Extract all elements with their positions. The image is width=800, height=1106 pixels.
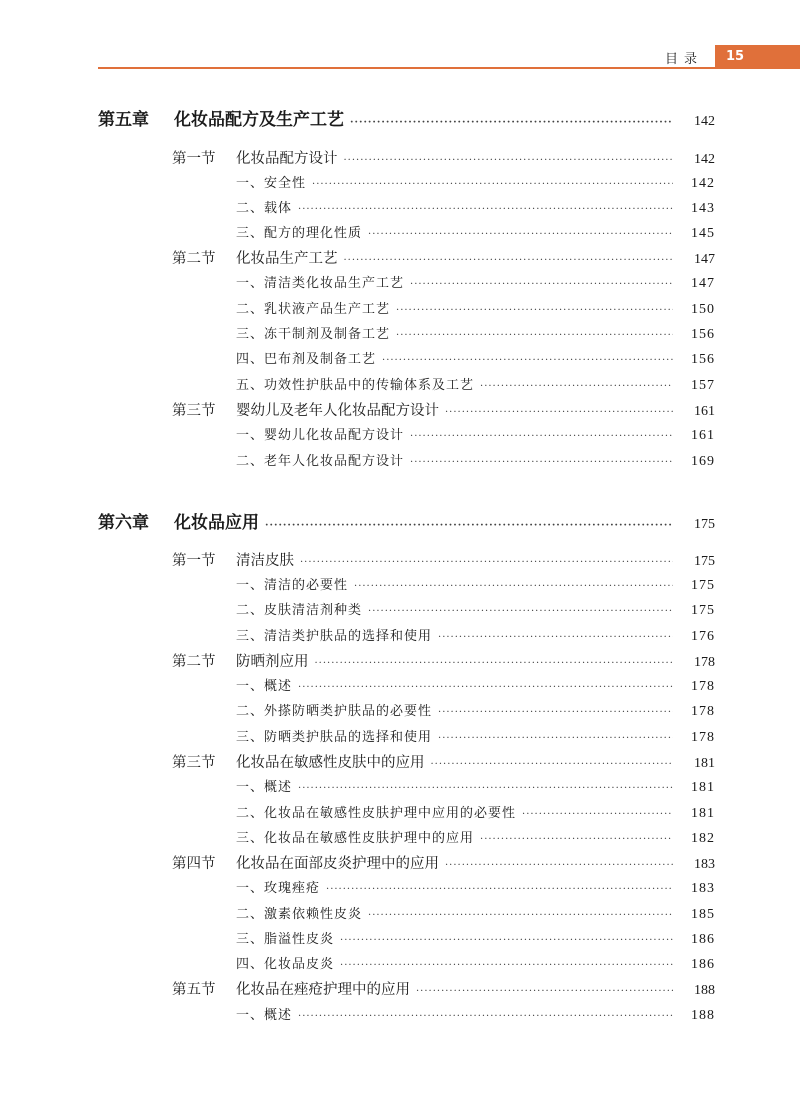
item-title: 三、冻干制剂及制备工艺 [236, 327, 391, 342]
chapter-number: 第六章 [98, 513, 149, 533]
page-ref: 175 [691, 603, 715, 618]
page-ref: 178 [691, 730, 715, 745]
leader-dots [410, 279, 673, 290]
page-ref: 182 [691, 831, 715, 846]
page-ref: 143 [691, 201, 715, 216]
leader-dots [368, 229, 673, 240]
leader-dots [410, 457, 673, 468]
leader-dots [326, 884, 673, 895]
toc-item[interactable] [236, 450, 715, 470]
page-ref: 169 [691, 454, 715, 469]
toc-item[interactable] [236, 323, 715, 343]
page-ref: 181 [694, 756, 715, 771]
page-ref: 178 [694, 655, 715, 670]
toc-section[interactable] [172, 549, 715, 570]
header-rule [98, 67, 800, 69]
page-ref: 175 [694, 517, 715, 532]
item-title: 三、化妆品在敏感性皮肤护理中的应用 [236, 831, 475, 846]
item-title: 四、巴布剂及制备工艺 [236, 352, 377, 367]
leader-dots [298, 204, 673, 215]
section-title: 化妆品在面部皮炎护理中的应用 [236, 856, 439, 872]
leader-dots [340, 960, 673, 971]
section-number: 第二节 [172, 251, 216, 267]
leader-dots [315, 658, 674, 669]
page-ref: 175 [691, 578, 715, 593]
toc-chapter-6[interactable] [98, 508, 715, 533]
section-title: 化妆品配方设计 [236, 151, 338, 167]
leader-dots [340, 935, 673, 946]
leader-dots [416, 986, 673, 997]
toc-section[interactable] [172, 852, 715, 873]
toc-section[interactable] [172, 978, 715, 999]
section-title: 清洁皮肤 [236, 553, 294, 569]
page-ref: 185 [691, 907, 715, 922]
page-ref: 142 [694, 114, 715, 129]
item-title: 五、功效性护肤品中的传输体系及工艺 [236, 378, 475, 393]
section-number: 第二节 [172, 654, 216, 670]
item-title: 四、化妆品皮炎 [236, 957, 335, 972]
leader-dots [265, 520, 673, 531]
section-number: 第五节 [172, 982, 216, 998]
item-title: 一、婴幼儿化妆品配方设计 [236, 428, 405, 443]
toc-item[interactable] [236, 903, 715, 923]
item-title: 二、化妆品在敏感性皮肤护理中应用的必要性 [236, 806, 517, 821]
toc-item[interactable] [236, 599, 715, 619]
toc-section[interactable] [172, 650, 715, 671]
page-ref: 157 [691, 378, 715, 393]
leader-dots [344, 155, 674, 166]
section-number: 第一节 [172, 553, 216, 569]
section-number: 第三节 [172, 755, 216, 771]
leader-dots [438, 707, 673, 718]
item-title: 二、外搽防晒类护肤品的必要性 [236, 704, 433, 719]
page-ref: 186 [691, 932, 715, 947]
toc-item[interactable] [236, 625, 715, 645]
leader-dots [350, 117, 673, 128]
leader-dots [298, 783, 673, 794]
section-title: 化妆品在痤疮护理中的应用 [236, 982, 410, 998]
item-title: 二、激素依赖性皮炎 [236, 907, 363, 922]
item-title: 二、乳状液产品生产工艺 [236, 302, 391, 317]
toc-item[interactable] [236, 348, 715, 368]
toc-item[interactable] [236, 953, 715, 973]
leader-dots [396, 305, 673, 316]
item-title: 一、概述 [236, 679, 293, 694]
toc-item[interactable] [236, 827, 715, 847]
item-title: 一、概述 [236, 1008, 293, 1023]
toc-item[interactable] [236, 928, 715, 948]
page-ref: 142 [691, 176, 715, 191]
leader-dots [298, 1011, 673, 1022]
page-ref: 161 [691, 428, 715, 443]
page-ref: 142 [694, 152, 715, 167]
page-ref: 178 [691, 679, 715, 694]
page-ref: 181 [691, 806, 715, 821]
leader-dots [368, 606, 673, 617]
toc-section[interactable] [172, 751, 715, 772]
leader-dots [300, 557, 673, 568]
toc-item[interactable] [236, 726, 715, 746]
chapter-title: 化妆品应用 [174, 513, 259, 533]
item-title: 一、安全性 [236, 176, 307, 191]
toc-section[interactable] [172, 247, 715, 268]
page-ref: 150 [691, 302, 715, 317]
item-title: 一、清洁类化妆品生产工艺 [236, 276, 405, 291]
page-ref: 186 [691, 957, 715, 972]
item-title: 三、防晒类护肤品的选择和使用 [236, 730, 433, 745]
leader-dots [480, 834, 673, 845]
leader-dots [344, 255, 674, 266]
toc-chapter-5[interactable] [98, 105, 715, 130]
page-ref: 178 [691, 704, 715, 719]
leader-dots [410, 431, 673, 442]
item-title: 一、清洁的必要性 [236, 578, 349, 593]
item-title: 二、老年人化妆品配方设计 [236, 454, 405, 469]
section-title: 化妆品生产工艺 [236, 251, 338, 267]
item-title: 二、载体 [236, 201, 293, 216]
leader-dots [522, 809, 673, 820]
page-ref: 188 [691, 1008, 715, 1023]
section-number: 第一节 [172, 151, 216, 167]
toc-item[interactable] [236, 700, 715, 720]
section-number: 第三节 [172, 403, 216, 419]
toc-item[interactable] [236, 197, 715, 217]
leader-dots [382, 355, 673, 366]
page-ref: 147 [691, 276, 715, 291]
item-title: 三、清洁类护肤品的选择和使用 [236, 629, 433, 644]
page-ref: 175 [694, 554, 715, 569]
page-ref: 156 [691, 352, 715, 367]
page-ref: 188 [694, 983, 715, 998]
toc-item[interactable] [236, 877, 715, 897]
toc-item[interactable] [236, 1004, 715, 1024]
chapter-title: 化妆品配方及生产工艺 [174, 110, 344, 130]
toc-item[interactable] [236, 172, 715, 192]
item-title: 三、配方的理化性质 [236, 226, 363, 241]
section-number: 第四节 [172, 856, 216, 872]
item-title: 一、概述 [236, 780, 293, 795]
leader-dots [438, 733, 673, 744]
page-ref: 181 [691, 780, 715, 795]
toc-item[interactable] [236, 675, 715, 695]
leader-dots [438, 632, 673, 643]
page-ref: 183 [691, 881, 715, 896]
chapter-number: 第五章 [98, 110, 149, 130]
toc-item[interactable] [236, 776, 715, 796]
page-ref: 156 [691, 327, 715, 342]
item-title: 二、皮肤清洁剂种类 [236, 603, 363, 618]
toc-item[interactable] [236, 374, 715, 394]
header-title: 目录 [665, 52, 704, 67]
leader-dots [445, 407, 673, 418]
toc-item[interactable] [236, 424, 715, 444]
item-title: 三、脂溢性皮炎 [236, 932, 335, 947]
item-title: 一、玫瑰痤疮 [236, 881, 321, 896]
leader-dots [396, 330, 673, 341]
leader-dots [368, 910, 673, 921]
toc-section[interactable] [172, 399, 715, 420]
leader-dots [354, 581, 673, 592]
section-title: 婴幼儿及老年人化妆品配方设计 [236, 403, 439, 419]
leader-dots [445, 860, 673, 871]
page-ref: 161 [694, 404, 715, 419]
leader-dots [312, 179, 673, 190]
header-page-number: 15 [715, 45, 800, 68]
leader-dots [298, 682, 673, 693]
toc-item[interactable] [236, 574, 715, 594]
leader-dots [431, 759, 674, 770]
toc-item[interactable] [236, 272, 715, 292]
toc-section[interactable] [172, 147, 715, 168]
leader-dots [480, 381, 673, 392]
page-ref: 183 [694, 857, 715, 872]
page-ref: 176 [691, 629, 715, 644]
page-ref: 145 [691, 226, 715, 241]
toc-item[interactable] [236, 222, 715, 242]
page-ref: 147 [694, 252, 715, 267]
toc-item[interactable] [236, 298, 715, 318]
toc-item[interactable] [236, 802, 715, 822]
section-title: 防晒剂应用 [236, 654, 309, 670]
section-title: 化妆品在敏感性皮肤中的应用 [236, 755, 425, 771]
